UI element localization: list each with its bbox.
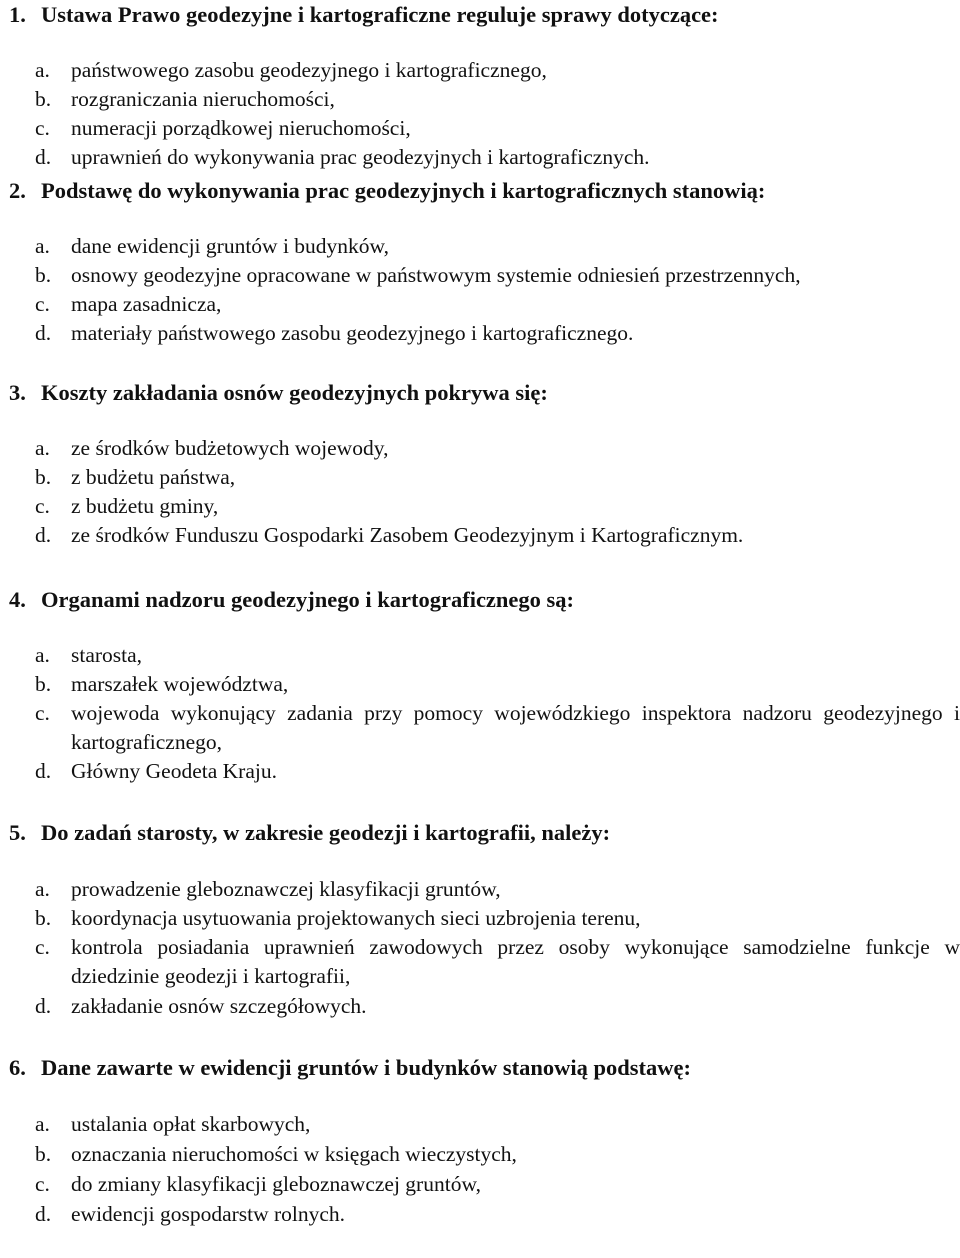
answer-letter: a. [35, 58, 50, 82]
answer-letter: c. [35, 494, 50, 518]
answer-text: starosta, [71, 643, 143, 667]
answer-letter: a. [35, 1112, 50, 1136]
answer-text: kontrola posiadania uprawnień zawodowych przez osoby wykonujące samodzielne funkcje w dziedzinie geodezji i kartografii, [71, 935, 960, 988]
answer-item [35, 114, 960, 143]
answer-item [35, 492, 960, 521]
answer-text: dane ewidencji gruntów i budynków, [71, 234, 390, 258]
question-number: 1. [9, 2, 26, 27]
answer-text: marszałek województwa, [71, 672, 289, 696]
answer-item [35, 56, 960, 85]
question-text: Podstawę do wykonywania prac geodezyjnych i kartograficznych stanowią: [41, 178, 766, 203]
answer-letter: d. [35, 145, 52, 169]
answer-text: ustalania opłat skarbowych, [71, 1112, 311, 1136]
answer-letter: a. [35, 877, 50, 901]
answer-item [35, 1110, 960, 1139]
answer-text: Główny Geodeta Kraju. [71, 759, 277, 783]
answer-item [35, 904, 960, 933]
answer-text: numeracji porządkowej nieruchomości, [71, 116, 411, 140]
question-number: 3. [9, 380, 26, 405]
question-number: 4. [9, 587, 26, 612]
question-text: Dane zawarte w ewidencji gruntów i budynków stanowią podstawę: [41, 1055, 692, 1080]
question-text: Organami nadzoru geodezyjnego i kartograficznego są: [41, 587, 575, 612]
answer-text: prowadzenie gleboznawczej klasyfikacji gruntów, [71, 877, 501, 901]
answer-letter: a. [35, 436, 50, 460]
answer-text: materiały państwowego zasobu geodezyjnego i kartograficznego. [71, 321, 634, 345]
answer-text: koordynacja usytuowania projektowanych sieci uzbrojenia terenu, [71, 906, 641, 930]
answer-letter: c. [35, 116, 50, 140]
answer-item [35, 261, 960, 290]
answer-letter: b. [35, 87, 52, 111]
answer-item [35, 1140, 960, 1169]
answer-letter: b. [35, 672, 52, 696]
answer-letter: b. [35, 465, 52, 489]
answer-text: ze środków Funduszu Gospodarki Zasobem Geodezyjnym i Kartograficznym. [71, 523, 744, 547]
question-text: Koszty zakładania osnów geodezyjnych pokrywa się: [41, 380, 548, 405]
answer-letter: d. [35, 994, 52, 1018]
answer-text: ewidencji gospodarstw rolnych. [71, 1202, 346, 1226]
answer-item [35, 143, 960, 172]
answer-item [35, 463, 960, 492]
answer-text: osnowy geodezyjne opracowane w państwowym systemie odniesień przestrzennych, [71, 263, 801, 287]
answer-letter: d. [35, 759, 52, 783]
answer-letter: a. [35, 643, 50, 667]
answer-item [35, 85, 960, 114]
answer-text: oznaczania nieruchomości w księgach wieczystych, [71, 1142, 517, 1166]
answer-letter: c. [35, 292, 50, 316]
answer-text: państwowego zasobu geodezyjnego i kartograficznego, [71, 58, 547, 82]
answer-text: wojewoda wykonujący zadania przy pomocy wojewódzkiego inspektora nadzoru geodezyjnego i kartograficznego, [71, 701, 960, 754]
answer-letter: d. [35, 321, 52, 345]
answer-text: zakładanie osnów szczegółowych. [71, 994, 367, 1018]
answer-text: rozgraniczania nieruchomości, [71, 87, 335, 111]
answer-letter: a. [35, 234, 50, 258]
answer-item [35, 1200, 960, 1229]
answer-text: do zmiany klasyfikacji gleboznawczej gruntów, [71, 1172, 481, 1196]
answer-letter: c. [35, 935, 50, 959]
answer-item [35, 290, 960, 319]
answer-item [35, 1170, 960, 1199]
answer-text: uprawnień do wykonywania prac geodezyjnych i kartograficznych. [71, 145, 650, 169]
answer-letter: d. [35, 1202, 52, 1226]
answer-item [35, 670, 960, 699]
answer-text: z budżetu gminy, [71, 494, 219, 518]
answer-text: mapa zasadnicza, [71, 292, 222, 316]
answer-text: ze środków budżetowych wojewody, [71, 436, 389, 460]
answer-item [35, 319, 960, 348]
answer-letter: b. [35, 1142, 52, 1166]
answer-item [35, 875, 960, 904]
question-number: 2. [9, 178, 26, 203]
answer-letter: b. [35, 263, 52, 287]
answer-item [35, 232, 960, 261]
answer-item [35, 933, 960, 991]
answer-item [35, 641, 960, 670]
answer-text: z budżetu państwa, [71, 465, 236, 489]
answer-item [35, 521, 960, 550]
answer-item [35, 699, 960, 757]
question-text: Do zadań starosty, w zakresie geodezji i kartografii, należy: [41, 820, 611, 845]
question-number: 5. [9, 820, 26, 845]
answer-item [35, 757, 960, 786]
answer-item [35, 992, 960, 1021]
answer-letter: b. [35, 906, 52, 930]
answer-letter: d. [35, 523, 52, 547]
answer-letter: c. [35, 701, 50, 725]
question-text: Ustawa Prawo geodezyjne i kartograficzne reguluje sprawy dotyczące: [41, 2, 719, 27]
answer-letter: c. [35, 1172, 50, 1196]
answer-item [35, 434, 960, 463]
question-number: 6. [9, 1055, 26, 1080]
